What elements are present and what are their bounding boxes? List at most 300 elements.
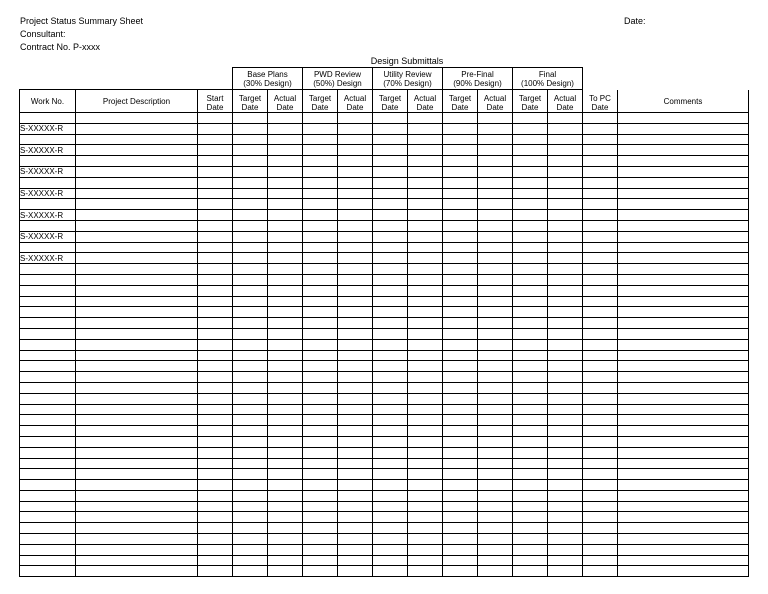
table-cell (618, 447, 749, 458)
table-cell (373, 318, 408, 329)
table-cell (583, 123, 618, 134)
table-cell (583, 534, 618, 545)
table-cell (408, 296, 443, 307)
table-cell (268, 210, 303, 221)
table-cell (443, 134, 478, 145)
table-cell (198, 264, 233, 275)
table-cell (303, 372, 338, 383)
table-row (20, 145, 749, 156)
table-cell (443, 296, 478, 307)
table-cell (583, 188, 618, 199)
table-cell (443, 361, 478, 372)
table-cell (618, 393, 749, 404)
table-cell (443, 156, 478, 167)
table-cell (76, 382, 198, 393)
work-no-cell (20, 393, 76, 404)
table-cell (268, 231, 303, 242)
table-cell (618, 123, 749, 134)
table-cell (76, 436, 198, 447)
table-cell (303, 361, 338, 372)
table-cell (76, 188, 198, 199)
table-cell (513, 253, 548, 264)
table-cell (303, 490, 338, 501)
table-cell (443, 447, 478, 458)
table-cell (233, 274, 268, 285)
table-cell (303, 523, 338, 534)
table-cell (373, 210, 408, 221)
table-cell (583, 415, 618, 426)
table-cell (268, 534, 303, 545)
table-cell (303, 393, 338, 404)
table-cell (338, 426, 373, 437)
table-cell (548, 426, 583, 437)
table-cell (233, 113, 268, 124)
table-cell (233, 361, 268, 372)
table-cell (233, 480, 268, 491)
table-cell (513, 318, 548, 329)
table-cell (408, 490, 443, 501)
table-cell (443, 501, 478, 512)
table-cell (583, 307, 618, 318)
table-cell (233, 350, 268, 361)
table-cell (618, 480, 749, 491)
table-cell (233, 458, 268, 469)
work-no-cell (20, 296, 76, 307)
table-cell (198, 307, 233, 318)
table-cell (233, 501, 268, 512)
header-start-date: Start Date (198, 90, 233, 113)
sheet-title: Project Status Summary Sheet (20, 16, 144, 26)
table-cell (338, 350, 373, 361)
table-cell (443, 231, 478, 242)
table-cell (548, 285, 583, 296)
table-cell (338, 361, 373, 372)
table-cell (618, 134, 749, 145)
table-cell (548, 177, 583, 188)
table-cell (303, 156, 338, 167)
table-cell (583, 372, 618, 383)
table-cell (583, 274, 618, 285)
table-cell (373, 145, 408, 156)
table-cell (76, 145, 198, 156)
table-cell (408, 447, 443, 458)
work-no-cell (20, 318, 76, 329)
table-cell (408, 426, 443, 437)
table-cell (408, 242, 443, 253)
table-cell (373, 512, 408, 523)
header-comments: Comments (618, 90, 749, 113)
table-cell (338, 231, 373, 242)
table-cell (618, 490, 749, 501)
table-cell (443, 512, 478, 523)
table-cell (268, 274, 303, 285)
table-cell (618, 307, 749, 318)
table-cell (478, 415, 513, 426)
table-cell (233, 469, 268, 480)
table-cell (618, 458, 749, 469)
table-cell (268, 480, 303, 491)
table-row (20, 393, 749, 404)
table-cell (618, 231, 749, 242)
table-cell (513, 555, 548, 566)
table-cell (478, 393, 513, 404)
work-no-cell (20, 361, 76, 372)
table-cell (478, 296, 513, 307)
table-cell (408, 264, 443, 275)
table-row (20, 220, 749, 231)
table-cell (408, 166, 443, 177)
table-cell (513, 361, 548, 372)
table-row (20, 436, 749, 447)
table-cell (478, 242, 513, 253)
table-cell (268, 512, 303, 523)
table-cell (338, 156, 373, 167)
table-cell (303, 307, 338, 318)
table-cell (443, 188, 478, 199)
table-cell (408, 274, 443, 285)
table-cell (478, 231, 513, 242)
table-cell (478, 274, 513, 285)
table-cell (338, 458, 373, 469)
table-cell (618, 285, 749, 296)
table-cell (268, 188, 303, 199)
table-cell (618, 523, 749, 534)
table-cell (268, 447, 303, 458)
table-cell (268, 415, 303, 426)
table-cell (373, 134, 408, 145)
table-cell (76, 415, 198, 426)
table-cell (268, 404, 303, 415)
table-cell (618, 210, 749, 221)
table-cell (618, 382, 749, 393)
table-cell (338, 490, 373, 501)
table-cell (373, 274, 408, 285)
table-cell (583, 231, 618, 242)
table-cell (268, 328, 303, 339)
table-cell (303, 134, 338, 145)
table-cell (338, 328, 373, 339)
table-cell (478, 307, 513, 318)
table-cell (443, 415, 478, 426)
table-cell (443, 220, 478, 231)
table-cell (76, 469, 198, 480)
table-cell (233, 296, 268, 307)
header-work-no: Work No. (20, 90, 76, 113)
table-cell (233, 372, 268, 383)
table-cell (338, 296, 373, 307)
work-no-cell (20, 264, 76, 275)
table-row (20, 296, 749, 307)
table-cell (233, 415, 268, 426)
table-cell (76, 307, 198, 318)
table-cell (76, 544, 198, 555)
table-cell (548, 555, 583, 566)
group-header-pre-final: Pre-Final (90% Design) (443, 68, 513, 90)
group-header-utility-review: Utility Review (70% Design) (373, 68, 443, 90)
table-cell (513, 469, 548, 480)
work-no-cell: S-XXXXX-R (20, 253, 76, 264)
work-no-cell (20, 328, 76, 339)
table-cell (408, 415, 443, 426)
table-cell (548, 534, 583, 545)
table-cell (478, 113, 513, 124)
table-cell (443, 253, 478, 264)
contract-number: Contract No. P-xxxx (20, 42, 101, 52)
table-cell (443, 177, 478, 188)
table-cell (443, 534, 478, 545)
table-cell (408, 544, 443, 555)
table-cell (408, 501, 443, 512)
table-cell (618, 404, 749, 415)
table-cell (373, 253, 408, 264)
table-cell (268, 134, 303, 145)
table-cell (548, 123, 583, 134)
table-cell (233, 220, 268, 231)
table-cell (198, 328, 233, 339)
table-cell (618, 145, 749, 156)
table-cell (443, 372, 478, 383)
table-cell (513, 393, 548, 404)
work-no-cell (20, 436, 76, 447)
table-cell (268, 426, 303, 437)
table-cell (198, 166, 233, 177)
table-cell (548, 156, 583, 167)
table-cell (548, 220, 583, 231)
table-cell (233, 123, 268, 134)
table-cell (76, 210, 198, 221)
table-cell (198, 318, 233, 329)
work-no-cell (20, 177, 76, 188)
table-cell (478, 372, 513, 383)
table-cell (268, 220, 303, 231)
column-header-row (20, 90, 749, 113)
table-cell (303, 566, 338, 577)
table-cell (548, 501, 583, 512)
table-cell (443, 523, 478, 534)
header-project-description: Project Description (76, 90, 198, 113)
table-cell (513, 534, 548, 545)
table-cell (373, 490, 408, 501)
table-cell (513, 231, 548, 242)
work-no-cell (20, 415, 76, 426)
table-cell (513, 339, 548, 350)
table-cell (583, 426, 618, 437)
table-cell (303, 555, 338, 566)
table-cell (408, 220, 443, 231)
table-cell (198, 512, 233, 523)
table-row (20, 404, 749, 415)
table-cell (408, 350, 443, 361)
table-cell (198, 415, 233, 426)
table-cell (338, 199, 373, 210)
table-cell (233, 393, 268, 404)
table-cell (338, 242, 373, 253)
table-cell (478, 264, 513, 275)
table-cell (443, 307, 478, 318)
table-cell (233, 231, 268, 242)
table-row (20, 210, 749, 221)
header-actual-date: Actual Date (478, 90, 513, 113)
table-cell (408, 523, 443, 534)
table-cell (583, 523, 618, 534)
table-row (20, 253, 749, 264)
table-cell (338, 274, 373, 285)
table-row (20, 231, 749, 242)
table-cell (408, 469, 443, 480)
table-cell (198, 458, 233, 469)
table-cell (478, 436, 513, 447)
table-cell (76, 296, 198, 307)
table-cell (303, 328, 338, 339)
table-cell (76, 361, 198, 372)
table-cell (373, 393, 408, 404)
table-cell (443, 350, 478, 361)
table-cell (198, 426, 233, 437)
date-label: Date: (624, 16, 646, 26)
table-cell (198, 372, 233, 383)
work-no-cell (20, 512, 76, 523)
table-cell (443, 393, 478, 404)
table-cell (373, 156, 408, 167)
table-cell (618, 339, 749, 350)
table-cell (618, 544, 749, 555)
table-cell (233, 253, 268, 264)
table-cell (548, 361, 583, 372)
table-cell (408, 285, 443, 296)
table-row (20, 177, 749, 188)
table-cell (268, 199, 303, 210)
table-cell (373, 199, 408, 210)
table-cell (338, 339, 373, 350)
table-cell (583, 134, 618, 145)
consultant-label: Consultant: (20, 29, 66, 39)
table-cell (548, 393, 583, 404)
table-cell (76, 113, 198, 124)
table-cell (76, 318, 198, 329)
table-cell (513, 480, 548, 491)
work-no-cell (20, 242, 76, 253)
table-cell (408, 134, 443, 145)
header-target-date: Target Date (443, 90, 478, 113)
table-cell (513, 210, 548, 221)
table-cell (408, 231, 443, 242)
table-cell (548, 242, 583, 253)
header-actual-date: Actual Date (408, 90, 443, 113)
table-cell (618, 199, 749, 210)
table-cell (408, 458, 443, 469)
work-no-cell (20, 458, 76, 469)
table-cell (583, 296, 618, 307)
table-row (20, 469, 749, 480)
table-row (20, 166, 749, 177)
table-cell (303, 501, 338, 512)
table-row (20, 123, 749, 134)
table-cell (618, 220, 749, 231)
table-cell (548, 382, 583, 393)
table-cell (583, 145, 618, 156)
table-cell (443, 199, 478, 210)
group-header-row (20, 68, 749, 90)
table-cell (373, 296, 408, 307)
table-cell (373, 458, 408, 469)
table-cell (618, 177, 749, 188)
table-cell (548, 188, 583, 199)
table-cell (373, 415, 408, 426)
table-cell (233, 534, 268, 545)
work-no-cell (20, 566, 76, 577)
table-cell (618, 469, 749, 480)
table-row (20, 328, 749, 339)
table-cell (373, 307, 408, 318)
table-cell (478, 523, 513, 534)
table-cell (303, 285, 338, 296)
work-no-cell (20, 469, 76, 480)
work-no-cell (20, 113, 76, 124)
table-cell (408, 253, 443, 264)
table-cell (548, 210, 583, 221)
table-cell (408, 123, 443, 134)
table-cell (548, 231, 583, 242)
table-cell (443, 145, 478, 156)
table-cell (408, 566, 443, 577)
table-cell (618, 328, 749, 339)
work-no-cell (20, 480, 76, 491)
table-cell (443, 404, 478, 415)
table-cell (478, 318, 513, 329)
table-cell (583, 404, 618, 415)
table-cell (408, 534, 443, 545)
table-cell (513, 274, 548, 285)
table-cell (583, 436, 618, 447)
table-cell (303, 404, 338, 415)
table-cell (233, 404, 268, 415)
table-cell (443, 566, 478, 577)
table-cell (233, 544, 268, 555)
table-cell (198, 447, 233, 458)
table-cell (548, 318, 583, 329)
table-cell (478, 501, 513, 512)
table-cell (338, 404, 373, 415)
table-cell (268, 555, 303, 566)
table-cell (618, 512, 749, 523)
table-cell (76, 534, 198, 545)
table-cell (303, 220, 338, 231)
header-to-pc-date: To PC Date (583, 90, 618, 113)
table-cell (443, 469, 478, 480)
table-cell (618, 566, 749, 577)
table-cell (338, 544, 373, 555)
table-cell (373, 285, 408, 296)
work-no-cell (20, 199, 76, 210)
table-cell (373, 350, 408, 361)
table-cell (373, 555, 408, 566)
work-no-cell: S-XXXXX-R (20, 166, 76, 177)
table-cell (233, 339, 268, 350)
table-cell (513, 415, 548, 426)
table-cell (478, 339, 513, 350)
work-no-cell (20, 523, 76, 534)
table-cell (583, 566, 618, 577)
table-cell (583, 361, 618, 372)
table-row (20, 156, 749, 167)
table-cell (303, 253, 338, 264)
table-cell (618, 296, 749, 307)
table-cell (583, 490, 618, 501)
table-cell (513, 264, 548, 275)
table-cell (373, 231, 408, 242)
table-cell (513, 382, 548, 393)
table-cell (338, 253, 373, 264)
